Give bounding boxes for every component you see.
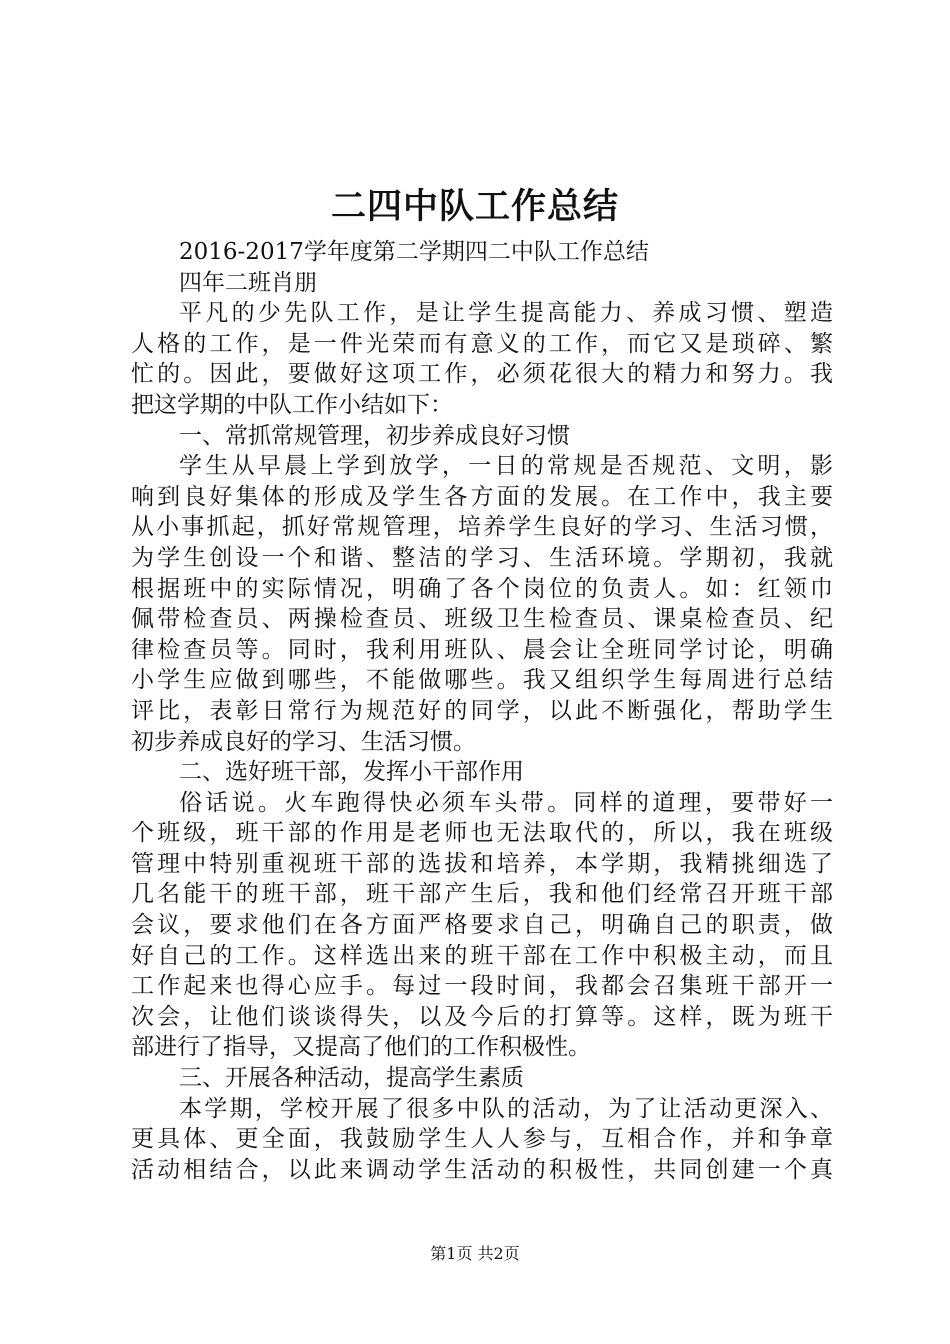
body-line: 次会，让他们谈谈得失，以及今后的打算等。这样，既为班干 (131, 1003, 833, 1030)
body-line: 评比，表彰日常行为规范好的同学，以此不断强化，帮助学生 (131, 697, 833, 724)
document-body (131, 237, 833, 1185)
body-line: 几名能干的班干部，班干部产生后，我和他们经常召开班干部 (131, 881, 833, 908)
body-line: 四年二班肖朋 (179, 269, 317, 296)
body-line: 二、选好班干部，发挥小干部作用 (179, 759, 524, 786)
body-line: 俗话说。火车跑得快必须车头带。同样的道理，要带好一 (179, 789, 833, 816)
body-line: 根据班中的实际情况，明确了各个岗位的负责人。如：红领巾 (131, 575, 833, 602)
body-line: 把这学期的中队工作小结如下： (131, 391, 453, 418)
body-line: 人格的工作，是一件光荣而有意义的工作，而它又是琐碎、繁 (131, 330, 833, 357)
body-line: 佩带检查员、两操检查员、班级卫生检查员、课桌检查员、纪 (131, 606, 833, 633)
body-line: 个班级，班干部的作用是老师也无法取代的，所以，我在班级 (131, 820, 833, 847)
body-line: 学生从早晨上学到放学，一日的常规是否规范、文明，影 (179, 453, 833, 480)
body-line: 会议，要求他们在各方面严格要求自己，明确自己的职责，做 (131, 912, 833, 939)
body-line: 小学生应做到哪些，不能做哪些。我又组织学生每周进行总结 (131, 667, 833, 694)
body-line: 为学生创设一个和谐、整洁的学习、生活环境。学期初，我就 (131, 544, 833, 571)
body-line: 响到良好集体的形成及学生各方面的发展。在工作中，我主要 (131, 483, 833, 510)
body-line: 更具体、更全面，我鼓励学生人人参与，互相合作，并和争章 (131, 1126, 833, 1153)
body-line: 三、开展各种活动，提高学生素质 (179, 1065, 524, 1092)
body-line: 忙的。因此，要做好这项工作，必须花很大的精力和努力。我 (131, 361, 833, 388)
body-line: 活动相结合，以此来调动学生活动的积极性，共同创建一个真 (131, 1156, 833, 1183)
body-line: 管理中特别重视班干部的选拔和培养，本学期，我精挑细选了 (131, 850, 833, 877)
document-title: 二四中队工作总结 (330, 186, 619, 227)
body-line: 平凡的少先队工作，是让学生提高能力、养成习惯、塑造 (179, 300, 833, 327)
body-line: 工作起来也得心应手。每过一段时间，我都会召集班干部开一 (131, 973, 833, 1000)
body-line: 好自己的工作。这样选出来的班干部在工作中积极主动，而且 (131, 942, 833, 969)
body-line: 本学期，学校开展了很多中队的活动，为了让活动更深入、 (179, 1095, 833, 1122)
page-footer: 第1页 共2页 (430, 1244, 520, 1263)
body-line: 2016-2017学年度第二学期四二中队工作总结 (179, 239, 649, 265)
body-line: 部进行了指导，又提高了他们的工作积极性。 (131, 1034, 591, 1061)
body-line: 律检查员等。同时，我利用班队、晨会让全班同学讨论，明确 (131, 636, 833, 663)
body-line: 从小事抓起，抓好常规管理，培养学生良好的学习、生活习惯， (131, 514, 833, 541)
body-line: 初步养成良好的学习、生活习惯。 (131, 728, 476, 755)
body-line: 一、常抓常规管理，初步养成良好习惯 (179, 422, 570, 449)
